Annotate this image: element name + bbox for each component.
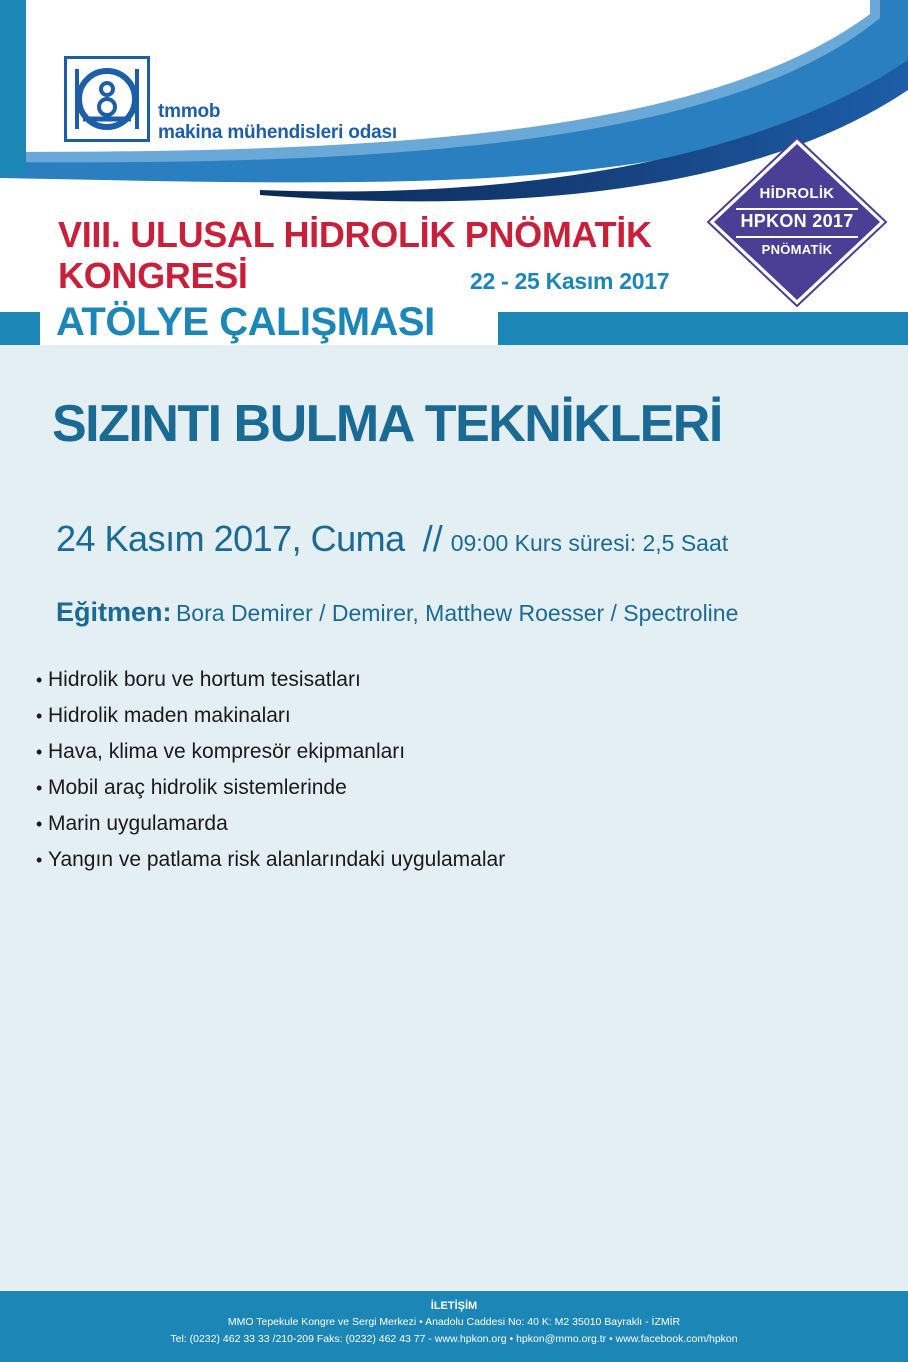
date-line bbox=[56, 518, 728, 560]
list-item bbox=[36, 842, 505, 878]
org-name-line2: makina mühendisleri odası bbox=[158, 122, 397, 143]
hpkon-badge bbox=[706, 136, 888, 308]
mmo-logo bbox=[64, 56, 150, 142]
trainer-names: Bora Demirer / Demirer, Matthew Roesser / Spectroline bbox=[175, 600, 739, 626]
list-item-text: Hidrolik boru ve hortum tesisatları bbox=[48, 668, 361, 691]
list-item bbox=[36, 662, 505, 698]
bullet-icon: • bbox=[36, 669, 43, 690]
congress-dates: 22 - 25 Kasım 2017 bbox=[470, 268, 670, 294]
congress-title-line1: VIII. ULUSAL HİDROLİK PNÖMATİK bbox=[58, 214, 652, 255]
workshop-date: 24 Kasım 2017, Cuma bbox=[56, 518, 405, 559]
list-item bbox=[36, 806, 505, 842]
badge-top-label: HİDROLİK bbox=[759, 185, 835, 202]
list-item-text: Mobil araç hidrolik sistemlerinde bbox=[48, 776, 347, 799]
bullet-icon: • bbox=[36, 705, 43, 726]
badge-middle-label: HPKON 2017 bbox=[740, 211, 854, 231]
trainer-label: Eğitmen: bbox=[56, 597, 172, 627]
list-item-text: Hidrolik maden makinaları bbox=[48, 704, 291, 727]
workshop-time-duration: 09:00 Kurs süresi: 2,5 Saat bbox=[450, 530, 729, 556]
footer-heading: İLETİŞİM bbox=[430, 1300, 478, 1312]
heading-bar-right bbox=[498, 312, 908, 345]
list-item bbox=[36, 770, 505, 806]
workshop-topic: SIZINTI BULMA TEKNİKLERİ bbox=[52, 395, 722, 453]
list-item bbox=[36, 698, 505, 734]
badge-bottom-label: PNÖMATİK bbox=[761, 242, 833, 257]
topic-list bbox=[36, 662, 505, 878]
org-name bbox=[158, 101, 397, 143]
bullet-icon: • bbox=[36, 849, 43, 870]
bullet-icon: • bbox=[36, 741, 43, 762]
heading-bar-left bbox=[0, 312, 40, 345]
list-item-text: Marin uygulamarda bbox=[48, 812, 228, 835]
congress-title-line2: KONGRESİ bbox=[58, 255, 248, 296]
workshop-heading: ATÖLYE ÇALIŞMASI bbox=[56, 300, 435, 344]
bullet-icon: • bbox=[36, 813, 43, 834]
org-name-line1: tmmob bbox=[158, 101, 221, 122]
footer bbox=[0, 1291, 908, 1362]
list-item-text: Yangın ve patlama risk alanlarındaki uygulamalar bbox=[48, 848, 506, 871]
list-item-text: Hava, klima ve kompresör ekipmanları bbox=[48, 740, 406, 763]
list-item bbox=[36, 734, 505, 770]
footer-contact: Tel: (0232) 462 33 33 /210-209 Faks: (0232) 462 43 77 - www.hpkon.org • hpkon@mmo.org.tr • www.facebook.com/hpkon bbox=[170, 1333, 738, 1345]
footer-address: MMO Tepekule Kongre ve Sergi Merkezi • Anadolu Caddesi No: 40 K: M2 35010 Bayraklı - İZMİR bbox=[227, 1316, 681, 1328]
date-separator: // bbox=[422, 518, 443, 559]
trainer-line bbox=[56, 597, 738, 628]
bullet-icon: • bbox=[36, 777, 43, 798]
